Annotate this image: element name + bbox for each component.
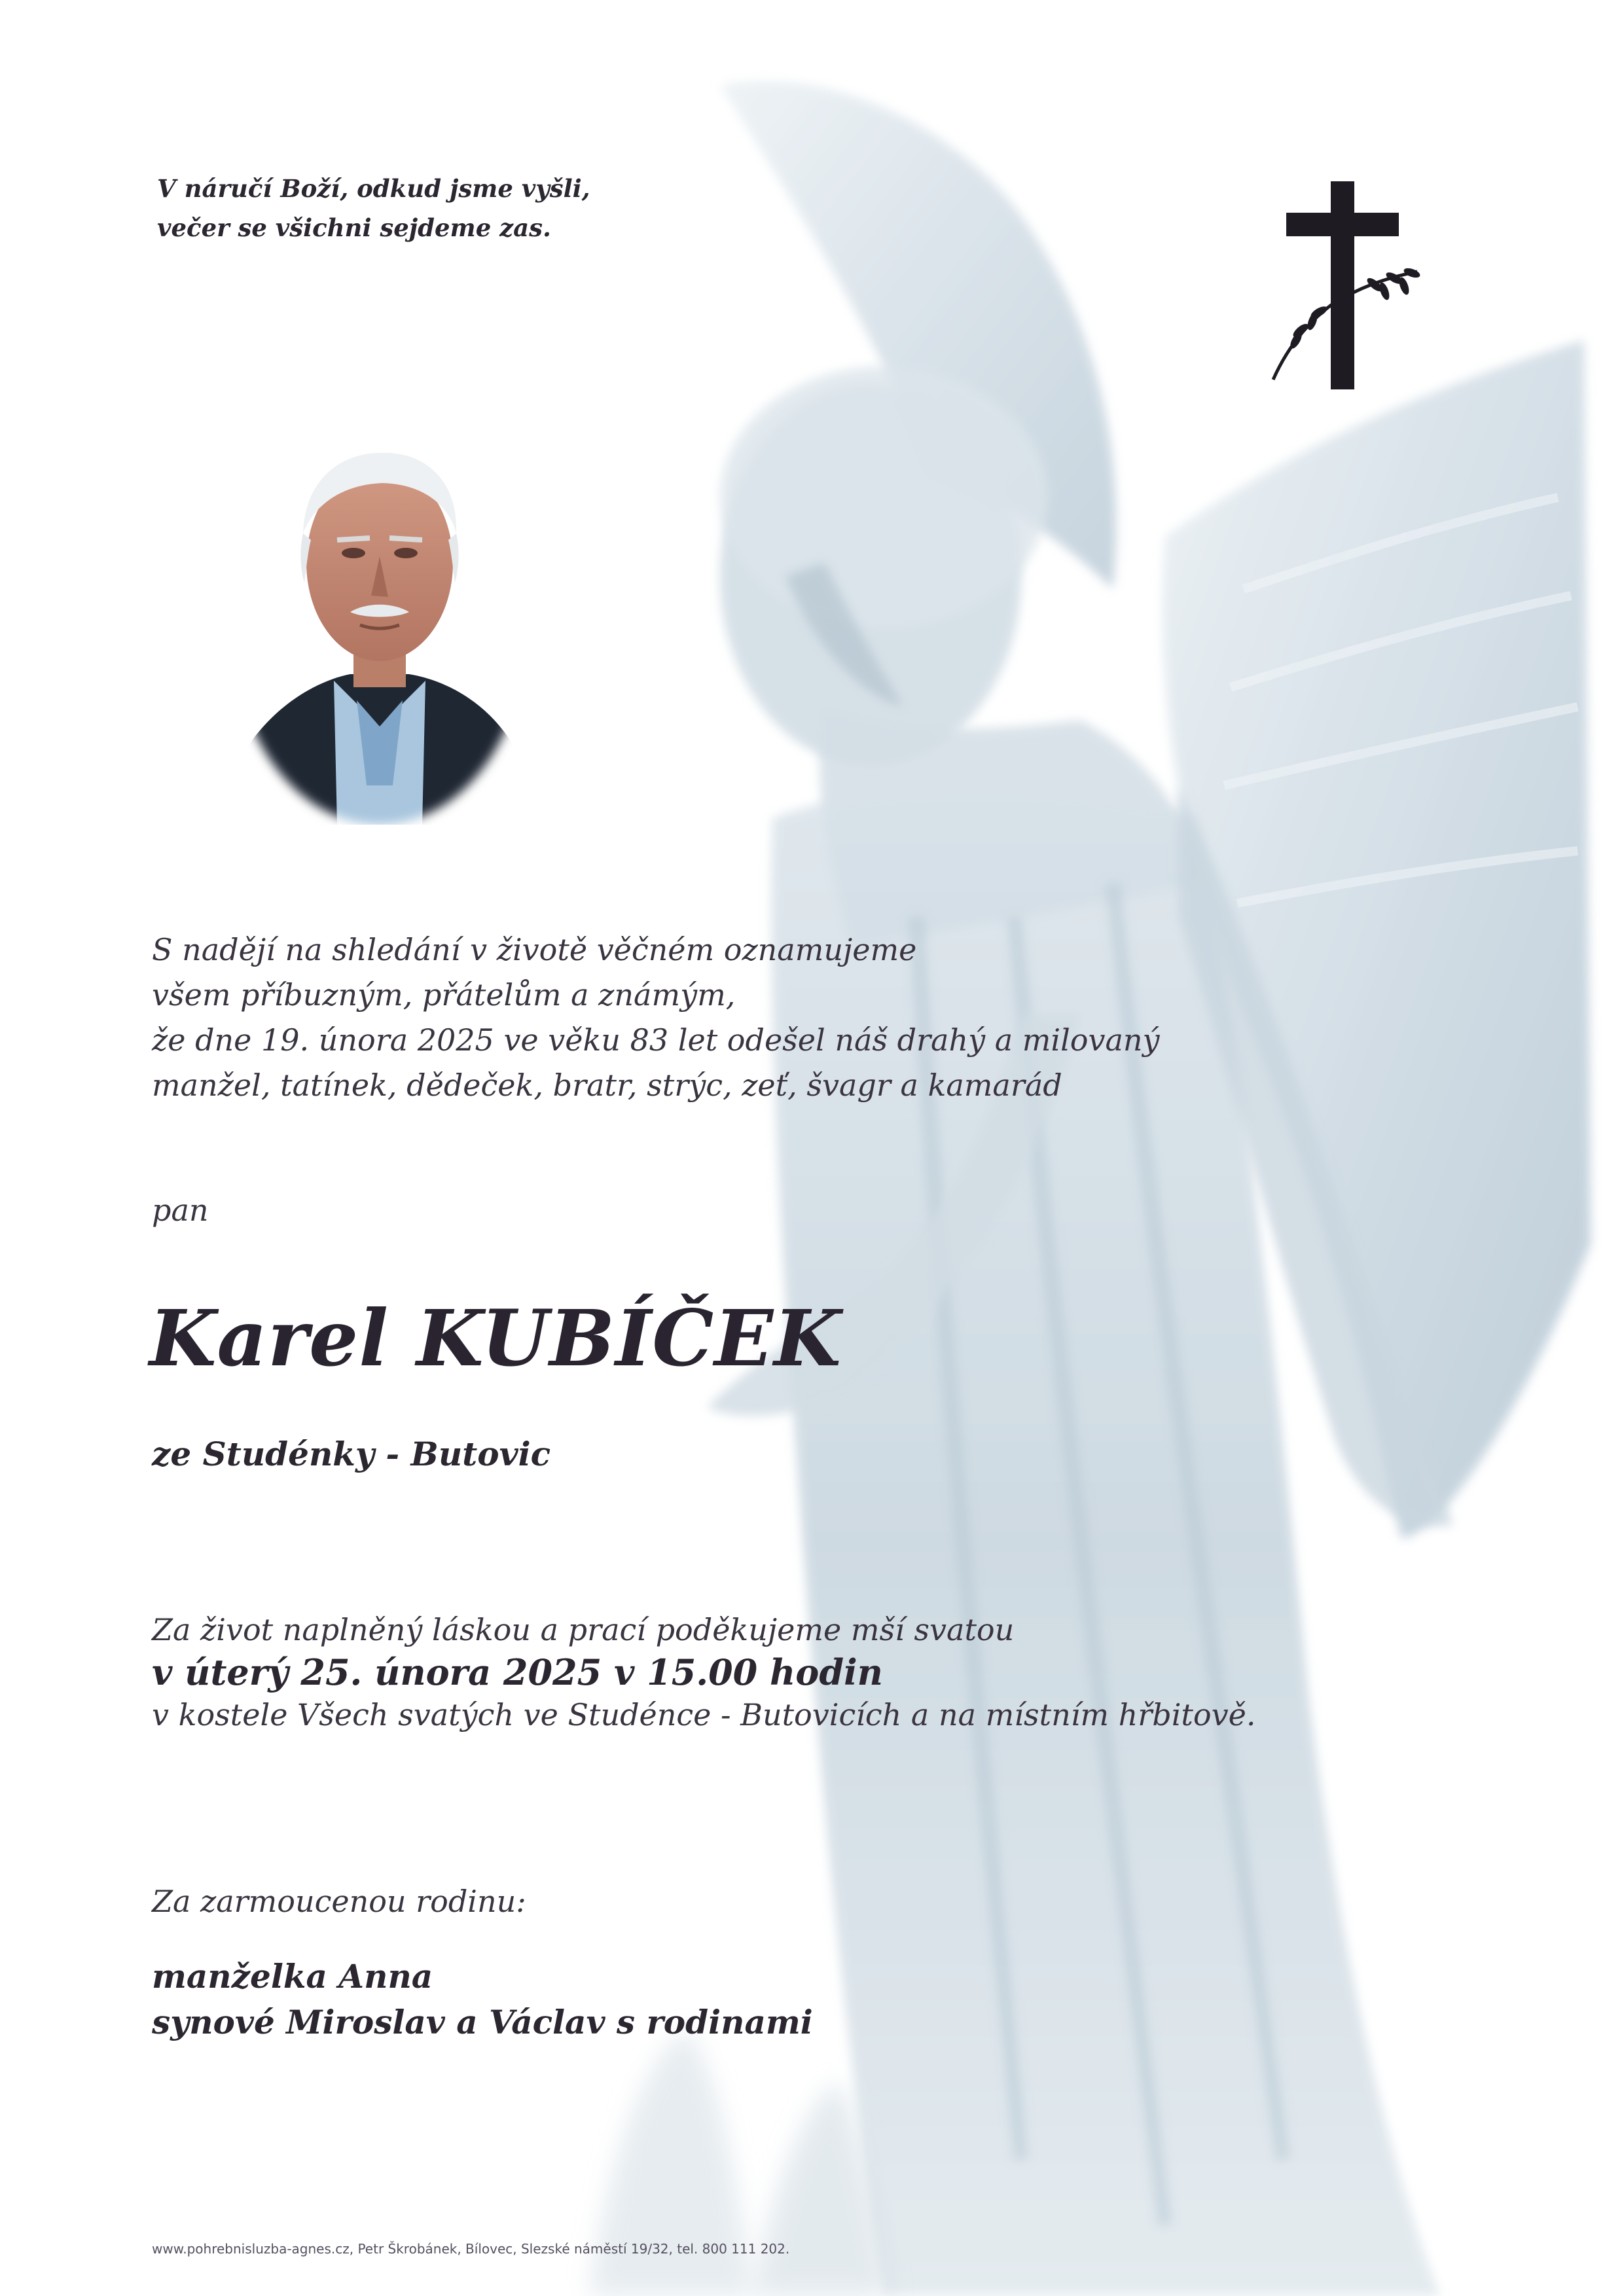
footer-contact: www.pohrebnisluzba-agnes.cz, Petr Škrobánek, Bílovec, Slezské náměstí 19/32, tel. 800 111 202. xyxy=(152,2241,790,2257)
funeral-date-time: v úterý 25. února 2025 v 15.00 hodin xyxy=(152,1651,883,1693)
family-member-1: manželka Anna xyxy=(152,1957,433,1996)
cross-icon xyxy=(1260,173,1430,403)
announcement-text xyxy=(152,927,1160,1108)
honorific: pan xyxy=(152,1193,209,1228)
family-member-2: synové Miroslav a Václav s rodinami xyxy=(152,2003,813,2041)
deceased-name: Karel KUBÍČEK xyxy=(149,1293,842,1384)
funeral-info xyxy=(152,1609,1255,1736)
funeral-line-1: Za život naplněný láskou a prací poděkujeme mší svatou xyxy=(152,1612,1015,1647)
announcement-line-2: všem příbuzným, přátelům a známým, xyxy=(152,977,736,1013)
deceased-origin: ze Studénky - Butovic xyxy=(152,1435,551,1473)
motto-line-2: večer se všichni sejdeme zas. xyxy=(157,213,551,242)
portrait-photo xyxy=(226,419,533,825)
announcement-line-4: manžel, tatínek, dědeček, bratr, strýc, zeť, švagr a kamarád xyxy=(152,1067,1062,1103)
motto-line-1: V náručí Boží, odkud jsme vyšli, xyxy=(157,174,590,203)
funeral-place: v kostele Všech svatých ve Studénce - Butovicích a na místním hřbitově. xyxy=(152,1697,1256,1732)
announcement-line-1: S nadějí na shledání v životě věčném oznamujeme xyxy=(152,932,917,967)
family-members xyxy=(152,1954,813,2045)
family-label: Za zarmoucenou rodinu: xyxy=(152,1884,526,1919)
announcement-line-3: že dne 19. února 2025 ve věku 83 let odešel náš drahý a milovaný xyxy=(152,1022,1160,1058)
motto xyxy=(157,169,590,247)
